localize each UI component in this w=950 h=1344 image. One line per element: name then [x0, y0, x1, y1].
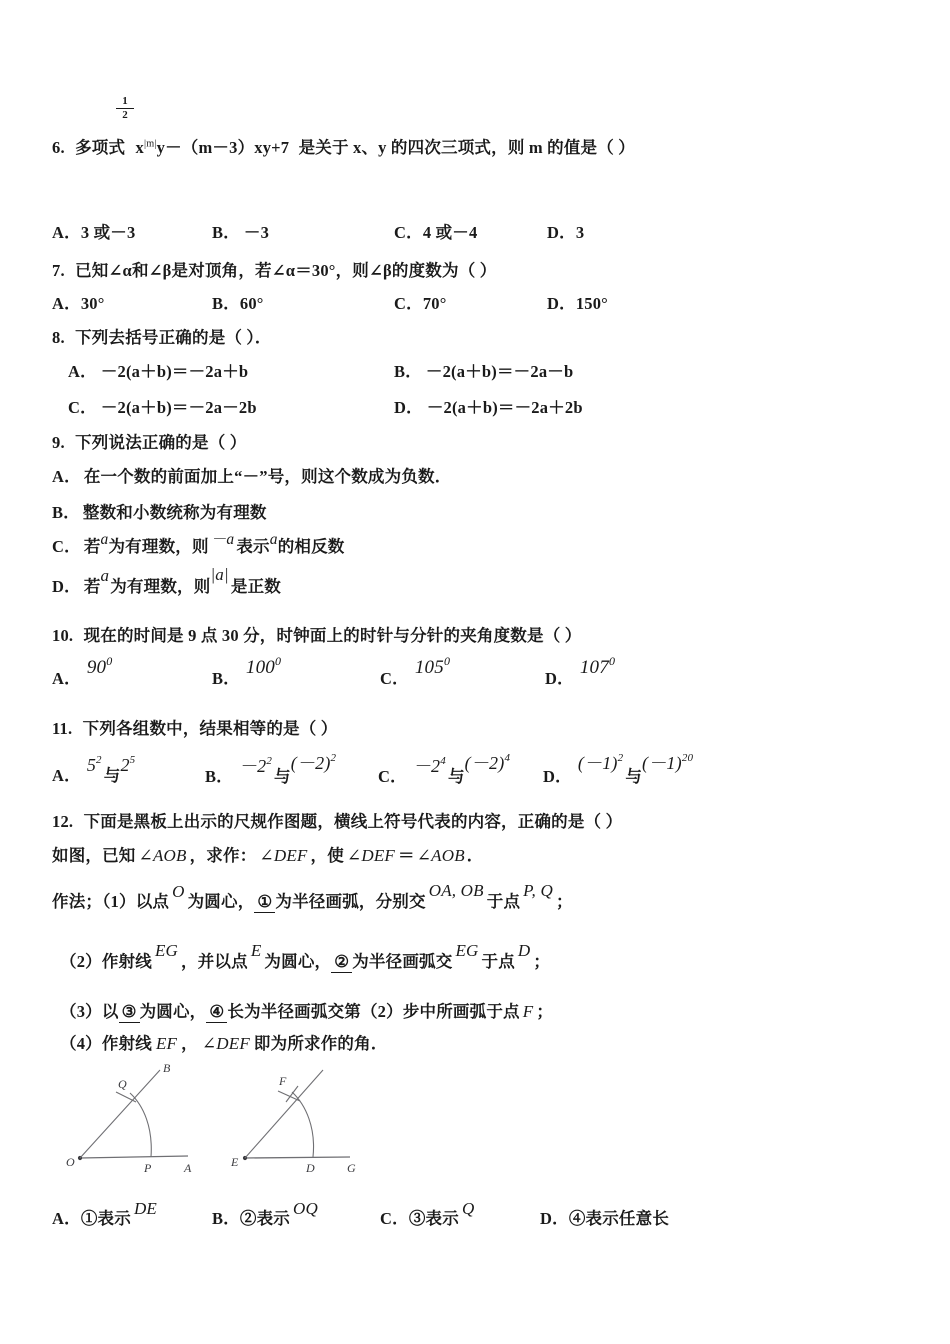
question-6-option-a[interactable] — [52, 219, 135, 243]
right-base: 2 — [120, 755, 130, 775]
step3-head: （3）以 — [60, 1002, 119, 1021]
construction-step-4 — [60, 1030, 388, 1054]
option-degree-unit: 0 — [608, 654, 616, 668]
arc-pq — [130, 1093, 151, 1157]
figures-svg — [60, 1058, 420, 1178]
ray-eg-2: EG — [455, 941, 479, 960]
option-text-part-3: 是正数 — [230, 577, 281, 596]
question-10-option-a[interactable] — [52, 654, 113, 690]
question-9-option-c[interactable] — [52, 533, 345, 557]
ray-eg — [245, 1157, 350, 1158]
construction-step-1 — [52, 881, 573, 912]
label-p: P — [144, 1161, 152, 1175]
question-8-option-d[interactable] — [394, 394, 583, 418]
question-10-stem — [52, 622, 581, 646]
step2-text-5: ； — [533, 952, 551, 971]
question-7-stem — [52, 257, 496, 281]
option-label: D． — [540, 1209, 569, 1228]
figure-angle-aob — [78, 1070, 188, 1160]
question-11-option-c[interactable] — [378, 752, 511, 788]
option-text: －2(a＋b)＝－2a＋b — [100, 362, 249, 381]
option-text-part-2: 为有理数，则 — [108, 537, 209, 556]
question-11-number: 11. — [52, 719, 73, 738]
question-10-stem-text: 现在的时间是 9 点 30 分，时钟面上的时针与分针的夹角度数是（ ） — [83, 626, 582, 645]
option-label: C． — [394, 294, 423, 313]
question-9-option-b[interactable] — [52, 499, 267, 523]
label-f: F — [279, 1074, 287, 1088]
option-text: 3 或－3 — [80, 223, 136, 242]
option-degree-unit: 0 — [443, 654, 451, 668]
question-12-given-line — [52, 842, 484, 866]
label-a: A — [184, 1161, 192, 1175]
option-label: B． — [205, 767, 233, 786]
option-text: 60° — [239, 294, 264, 313]
step3-text-2: 长为半径画弧交第（2）步中所画弧于点 — [227, 1002, 520, 1021]
option-label: A． — [52, 669, 81, 688]
option-label: B． — [212, 223, 240, 242]
step2-head: （2）作射线 — [60, 952, 152, 971]
variable-a-2: a — [269, 531, 278, 548]
option-text-part-2: 为有理数，则 — [110, 577, 211, 596]
option-label: A． — [52, 766, 81, 785]
point-o: O — [172, 882, 185, 901]
question-8-stem-text: 下列去括号正确的是（ ）． — [75, 328, 272, 347]
option-label: C． — [68, 398, 97, 417]
step1-text-4: ； — [555, 892, 573, 911]
step3-text-1: 为圆心， — [139, 1002, 207, 1021]
construction-figures — [60, 1058, 420, 1178]
option-sup: OQ — [293, 1199, 318, 1218]
blank-4[interactable]: ④ — [206, 1002, 227, 1023]
question-11-stem — [52, 715, 337, 739]
step1-text-3: 于点 — [486, 892, 521, 911]
question-11-option-d[interactable] — [543, 752, 694, 788]
left-exponent: 4 — [440, 755, 446, 767]
points-p-q: P, Q — [523, 881, 553, 900]
question-10-option-c[interactable] — [380, 654, 451, 690]
left-base: (－1) — [577, 753, 618, 773]
option-text-part-3: 表示 — [236, 537, 270, 556]
question-9-option-d[interactable] — [52, 565, 281, 597]
option-label: B． — [212, 294, 240, 313]
option-text: 30° — [80, 294, 105, 313]
angle-def-3: ∠DEF — [201, 1034, 250, 1053]
ray-oa — [80, 1156, 188, 1158]
construction-step-3 — [60, 998, 553, 1022]
question-6-exponent: |m| — [144, 138, 157, 150]
question-9-option-a[interactable] — [52, 463, 451, 487]
angle-aob-1: ∠AOB — [138, 846, 187, 865]
left-base: －2 — [412, 756, 441, 776]
point-d: D — [517, 941, 531, 960]
option-text-part-1: 若 — [83, 577, 101, 596]
step1-text-2: 为半径画弧，分别交 — [275, 892, 426, 911]
question-12-option-c[interactable] — [380, 1199, 475, 1229]
option-text-part-1: 若 — [83, 537, 101, 556]
cross-tick-f-1 — [278, 1091, 300, 1101]
joiner: 与 — [103, 766, 121, 785]
option-label: C． — [380, 669, 409, 688]
option-label: B． — [52, 503, 80, 522]
floating-fraction-q6 — [116, 96, 134, 121]
right-base: (－2) — [464, 753, 505, 773]
question-9-stem — [52, 429, 246, 453]
construction-step-2 — [60, 941, 551, 972]
option-label: A． — [52, 1209, 81, 1228]
question-6-option-b[interactable] — [212, 219, 269, 243]
blank-2[interactable]: ② — [331, 952, 352, 973]
fraction-numerator: 1 — [122, 95, 128, 107]
option-text: 3 — [575, 223, 585, 242]
question-8-option-b[interactable] — [394, 358, 573, 382]
question-8-option-a[interactable] — [68, 358, 248, 382]
option-label: D． — [543, 767, 572, 786]
right-exponent: 20 — [681, 752, 694, 764]
question-7-number: 7. — [52, 261, 65, 280]
left-base: －2 — [238, 756, 267, 776]
joiner: 与 — [274, 767, 291, 786]
right-base: (－1) — [642, 753, 682, 773]
left-exponent: 2 — [266, 755, 273, 767]
right-exponent: 5 — [129, 754, 136, 766]
question-6-stem-prefix: 多项式 — [75, 138, 126, 157]
label-d: D — [306, 1161, 315, 1175]
option-text: 150° — [575, 294, 608, 313]
label-b: B — [163, 1061, 171, 1075]
option-sup: DE — [133, 1199, 157, 1218]
question-12-option-d[interactable] — [540, 1205, 669, 1229]
option-label: C． — [378, 767, 407, 786]
question-7-stem-text: 已知∠α和∠β是对顶角，若∠α＝30°，则∠β的度数为（ ） — [75, 261, 497, 280]
question-11-option-a[interactable] — [52, 754, 136, 786]
question-6-expression: $x^{|m|}y-(m-3)xy+7$ — [135, 138, 290, 157]
option-text: －2(a＋b)＝－2a－2b — [100, 398, 257, 417]
question-7-option-a[interactable] — [52, 290, 105, 314]
left-base: 5 — [86, 755, 97, 775]
step2-text-1: ，并以点 — [181, 952, 248, 971]
step2-text-2: 为圆心， — [264, 952, 332, 971]
option-label: A． — [52, 223, 81, 242]
option-text: －2(a＋b)＝－2a－b — [425, 362, 574, 381]
question-12-option-b[interactable] — [212, 1199, 318, 1229]
question-6-option-c[interactable] — [394, 219, 477, 243]
right-exponent: 2 — [330, 752, 337, 764]
question-6-option-d[interactable] — [547, 219, 584, 243]
option-text: ①表示 — [80, 1209, 131, 1228]
option-label: D． — [545, 669, 574, 688]
fraction-denominator: 2 — [122, 109, 128, 122]
step1-head: 作法；（1）以点 — [52, 892, 170, 911]
option-degree-unit: 0 — [275, 654, 282, 668]
option-value: 100 — [245, 657, 276, 678]
point-e: E — [250, 941, 262, 960]
variable-neg-a: －a — [210, 531, 235, 548]
step3-text-3: ； — [536, 1002, 554, 1021]
option-label: D． — [52, 577, 81, 596]
given-prefix: 如图，已知 — [52, 846, 136, 865]
joiner: 与 — [625, 767, 643, 786]
question-8-stem — [52, 324, 272, 348]
question-8-option-c[interactable] — [68, 394, 257, 418]
option-text-part-4: 的相反数 — [277, 537, 345, 556]
angle-def-1: ∠DEF — [259, 846, 308, 865]
option-text: ②表示 — [239, 1209, 291, 1228]
option-label: A． — [52, 294, 81, 313]
question-7-option-b[interactable] — [212, 290, 264, 314]
question-10-option-d[interactable] — [545, 654, 616, 690]
question-12-number: 12. — [52, 812, 74, 831]
right-exponent: 4 — [504, 752, 511, 764]
option-label: C． — [52, 537, 81, 556]
label-q: Q — [118, 1077, 127, 1091]
option-text: －3 — [243, 223, 270, 242]
variable-a-1: a — [100, 566, 110, 585]
option-sup: Q — [461, 1199, 475, 1218]
question-11-stem-text: 下列各组数中，结果相等的是（ ） — [82, 719, 338, 738]
question-6-number: 6. — [52, 138, 65, 157]
question-12-option-a[interactable] — [52, 1199, 157, 1229]
option-label: A． — [52, 467, 81, 486]
given-end: ． — [466, 846, 484, 865]
label-o: O — [66, 1155, 75, 1169]
step1-text-1: 为圆心， — [187, 892, 255, 911]
option-label: C． — [394, 223, 423, 242]
left-exponent: 2 — [617, 752, 624, 764]
option-value: 105 — [414, 657, 444, 678]
blank-1[interactable]: ① — [254, 892, 275, 913]
option-label: B． — [394, 362, 422, 381]
option-degree-unit: 0 — [106, 654, 113, 668]
given-mid: ，求作： — [189, 846, 257, 865]
step2-text-4: 于点 — [481, 952, 515, 971]
question-11-option-b[interactable] — [205, 752, 337, 788]
option-label: B． — [212, 1209, 240, 1228]
option-label: A． — [68, 362, 97, 381]
left-exponent: 2 — [96, 754, 102, 766]
question-7-option-d[interactable] — [547, 290, 608, 314]
question-9-number: 9. — [52, 433, 65, 452]
question-7-option-c[interactable] — [394, 290, 447, 314]
angle-aob-2: ∠AOB — [416, 846, 465, 865]
question-6-stem-suffix: 是关于 x、y 的四次三项式，则 m 的值是（ ） — [298, 138, 635, 157]
question-12-stem-text: 下面是黑板上出示的尺规作图题，横线上符号代表的内容，正确的是（ ） — [83, 812, 623, 831]
option-label: D． — [547, 294, 576, 313]
option-text: ③表示 — [408, 1209, 459, 1228]
point-f: F — [522, 1002, 534, 1021]
option-text: ④表示任意长 — [568, 1209, 670, 1228]
step4-text-1: ， — [181, 1034, 198, 1053]
question-10-option-b[interactable] — [212, 654, 282, 690]
ray-eg-1: EG — [154, 941, 179, 960]
option-value: 90 — [86, 657, 107, 678]
equals-sign: ＝ — [398, 846, 415, 865]
option-text: 整数和小数统称为有理数 — [82, 503, 267, 522]
option-text: 70° — [422, 294, 447, 313]
option-label: D． — [394, 398, 423, 417]
question-12-stem — [52, 808, 622, 832]
question-10-number: 10. — [52, 626, 74, 645]
step4-text-2: 即为所求作的角． — [253, 1034, 388, 1053]
blank-3[interactable]: ③ — [119, 1002, 140, 1023]
option-label: B． — [212, 669, 240, 688]
given-mid2: ，使 — [310, 846, 344, 865]
option-label: C． — [380, 1209, 409, 1228]
segment-ef: EF — [155, 1034, 178, 1053]
label-e: E — [231, 1155, 239, 1169]
figure-angle-def — [243, 1070, 350, 1160]
angle-def-2: ∠DEF — [346, 846, 395, 865]
joiner: 与 — [447, 767, 465, 786]
question-6-stem — [52, 134, 635, 158]
rays-oa-ob: OA, OB — [428, 881, 484, 900]
option-label: D． — [547, 223, 576, 242]
step2-text-3: 为半径画弧交 — [352, 952, 453, 971]
option-text: －2(a＋b)＝－2a＋2b — [426, 398, 583, 417]
option-text: 在一个数的前面加上“－”号，则这个数成为负数． — [83, 467, 452, 486]
variable-a-1: a — [100, 531, 109, 548]
cross-tick-q — [116, 1092, 136, 1102]
question-8-number: 8. — [52, 328, 65, 347]
label-g: G — [347, 1161, 356, 1175]
right-base: (－2) — [290, 753, 331, 773]
option-value: 107 — [579, 657, 609, 678]
question-9-stem-text: 下列说法正确的是（ ） — [75, 433, 247, 452]
option-text: 4 或－4 — [422, 223, 478, 242]
step4-head: （4）作射线 — [60, 1034, 152, 1053]
abs-value-a: |a| — [210, 565, 229, 584]
